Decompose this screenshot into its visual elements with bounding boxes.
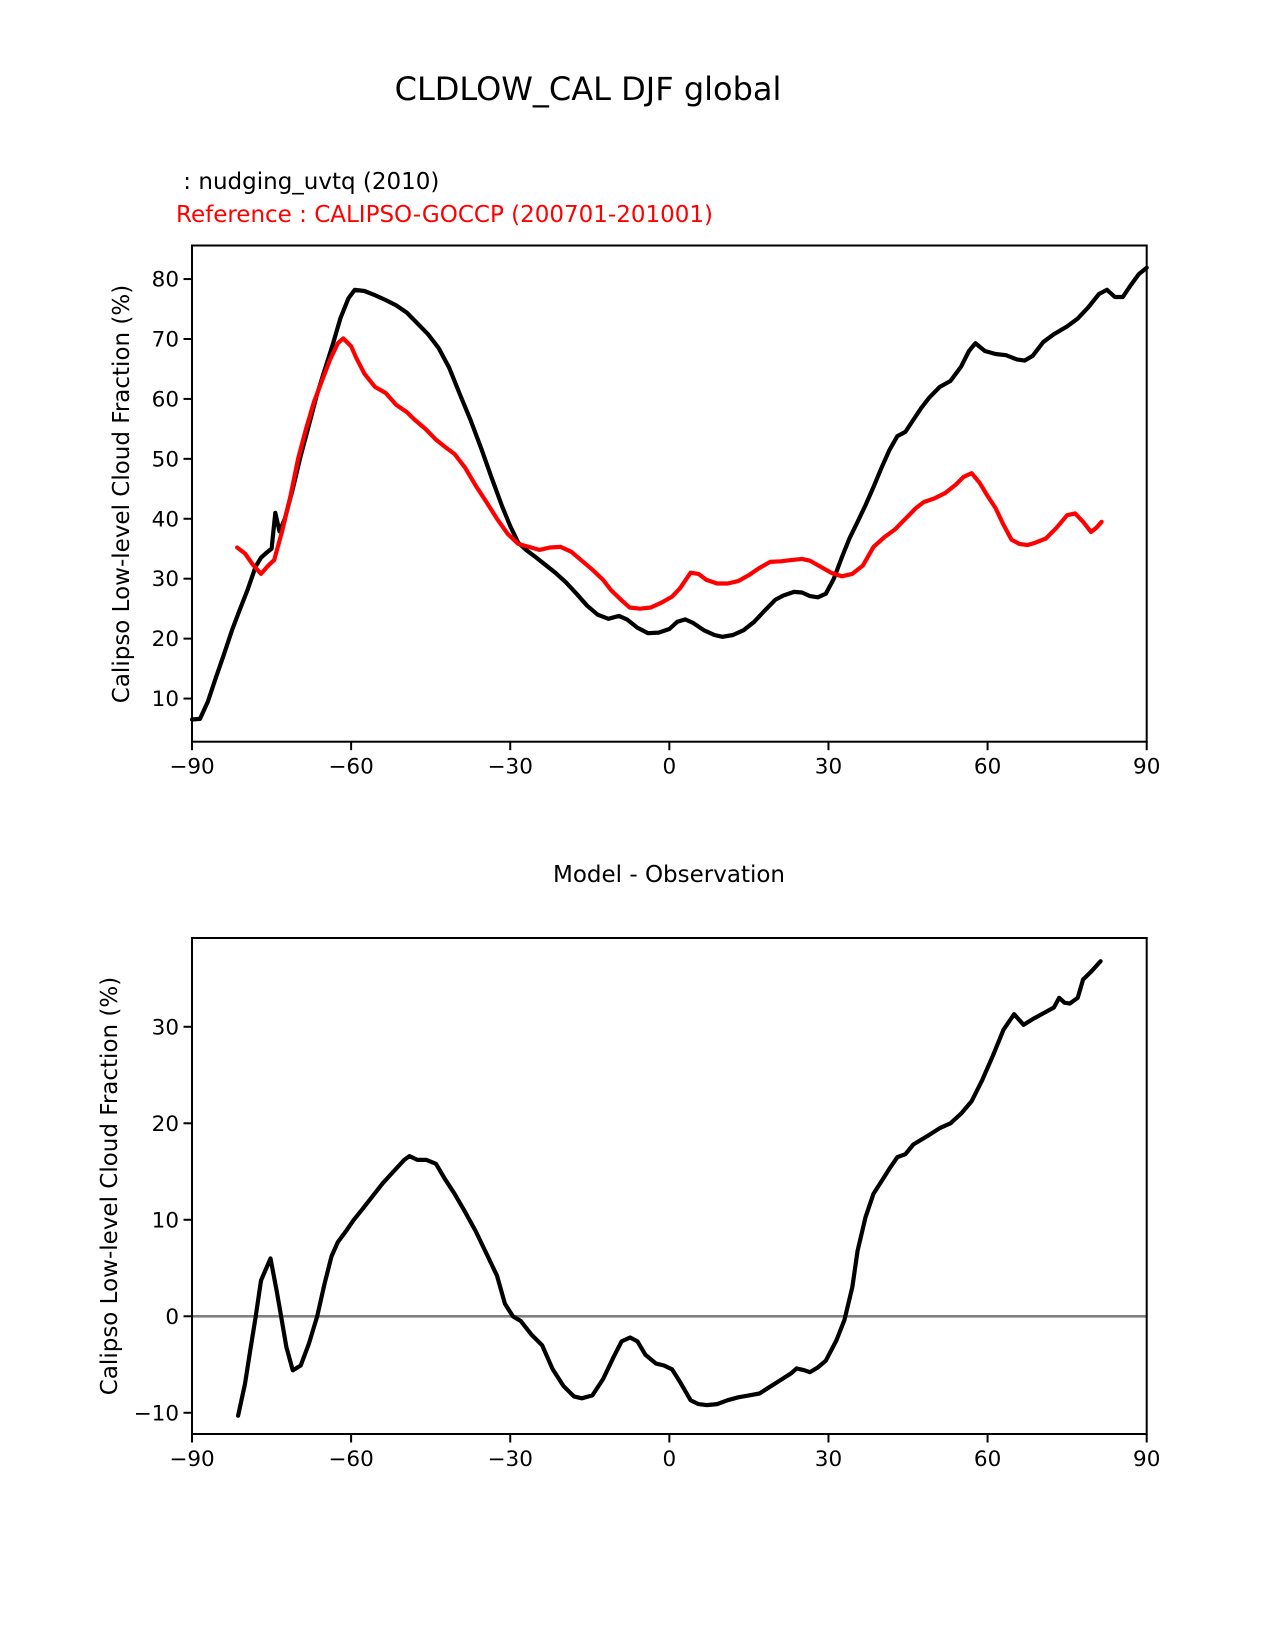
x-tick-label: 30 [814, 1447, 843, 1472]
x-tick-label: 0 [662, 754, 677, 780]
y-tick-label: 80 [151, 267, 179, 293]
x-tick-label: 60 [973, 754, 1002, 780]
bottom-plot-title: Model - Observation [552, 862, 786, 888]
y-tick-label: 30 [151, 1015, 179, 1041]
y-tick-label: 30 [151, 567, 179, 593]
x-tick-label: 90 [1133, 1447, 1161, 1472]
figure: CLDLOW_CAL DJF global : nudging_uvtq (2010) Reference : CALIPSO-GOCCP (200701-201001) Calipso Low-level Cloud Fraction (%) Calipso Low-level Cloud Fraction (%) Model - Observation −90 −60 −30 0 30 60 90 10 20 30 40 50 60 70 80 −90 −60 −30 0 30 60 90 −10 0 10 20 30 [0, 0, 1275, 1650]
figure-title: CLDLOW_CAL DJF global [394, 70, 782, 108]
x-tick-label: −90 [169, 1447, 215, 1472]
x-tick-label: −90 [169, 754, 215, 780]
x-tick-label: 30 [814, 754, 843, 780]
bottom-plot [134, 938, 1161, 1472]
x-tick-label: 60 [973, 1447, 1002, 1472]
legend-model-label: : nudging_uvtq (2010) [176, 169, 440, 195]
y-tick-label: 70 [151, 327, 179, 353]
plot-box [192, 246, 1147, 742]
y-tick-label: 20 [151, 627, 179, 653]
y-tick-label: 20 [151, 1111, 179, 1137]
x-tick-label: −60 [328, 1447, 374, 1472]
y-tick-label: 10 [151, 687, 179, 713]
x-tick-label: 0 [662, 1447, 677, 1472]
model-line [192, 268, 1147, 720]
reference-line [237, 338, 1102, 608]
y-tick-label: 0 [165, 1304, 179, 1330]
x-tick-label: −30 [487, 1447, 533, 1472]
plot-box [192, 938, 1147, 1434]
x-tick-label: −60 [328, 754, 374, 780]
y-tick-label: −10 [133, 1401, 179, 1427]
legend-reference-label: Reference : CALIPSO-GOCCP (200701-201001) [176, 202, 714, 228]
y-tick-label: 40 [151, 507, 179, 533]
top-plot [152, 246, 1161, 780]
y-tick-label: 10 [151, 1208, 179, 1234]
x-tick-label: −30 [487, 754, 533, 780]
y-tick-label: 60 [151, 387, 179, 413]
difference-line [238, 961, 1101, 1415]
y-tick-label: 50 [151, 447, 179, 473]
x-tick-label: 90 [1133, 754, 1161, 780]
